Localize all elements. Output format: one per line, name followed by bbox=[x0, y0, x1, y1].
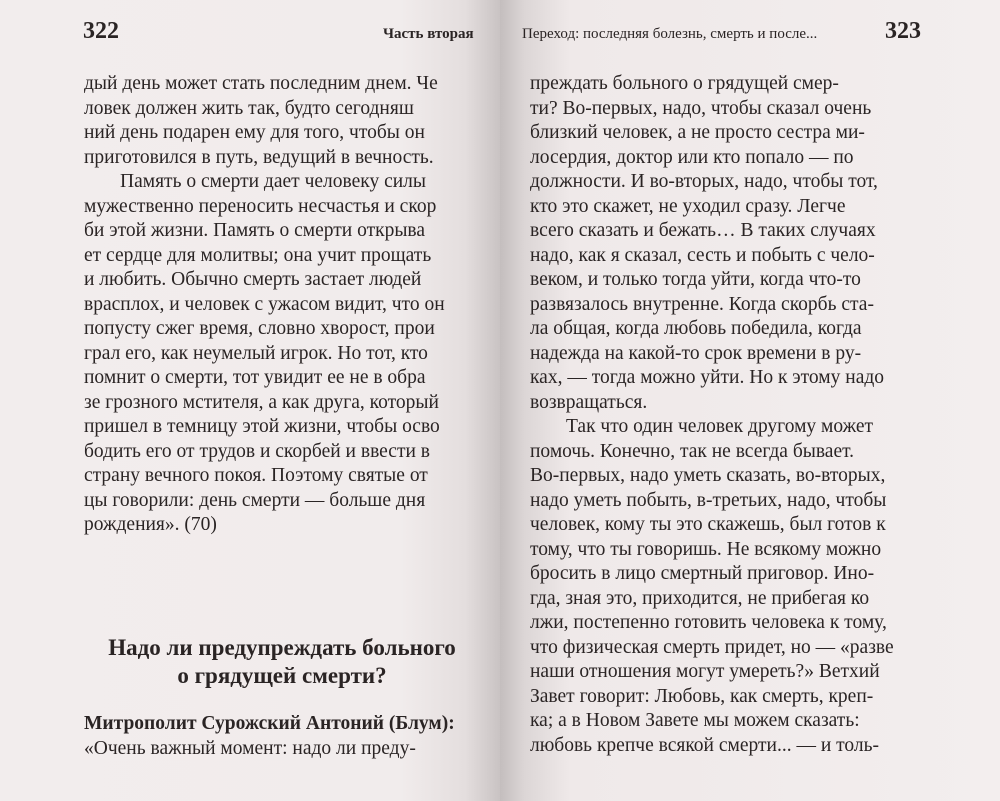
text-line: веком, и только тогда уйти, когда что-то bbox=[530, 269, 861, 290]
text-line: дый день может стать последним днем. Че bbox=[84, 73, 438, 94]
text-line: ти? Во-первых, надо, чтобы сказал очень bbox=[530, 97, 872, 119]
right-page bbox=[500, 0, 1000, 801]
text-line: Память о смерти дает человеку силы bbox=[120, 171, 427, 192]
text-line: тому, что ты говоришь. Не всякому можно bbox=[530, 538, 882, 560]
text-line: бодить его от трудов и скорбей и ввести в bbox=[84, 440, 430, 462]
text-line: ет сердце для молитвы; она учит прощать bbox=[84, 244, 432, 266]
page-number-right: 323 bbox=[885, 18, 921, 44]
heading-line: о грядущей смерти? bbox=[177, 663, 387, 688]
text-line: гда, зная это, приходится, не прибегая ко bbox=[530, 587, 870, 609]
text-line: помочь. Конечно, так не всегда бывает. bbox=[530, 440, 855, 462]
text-line: надо уметь побыть, в-третьих, надо, чтобы bbox=[530, 489, 887, 511]
text-line: ловек должен жить так, будто сегодняш bbox=[84, 97, 414, 119]
text-line: попусту сжег время, словно хворост, прои bbox=[84, 318, 435, 339]
text-line: и любить. Обычно смерть застает людей bbox=[84, 269, 422, 290]
text-line: близкий человек, а не просто сестра ми- bbox=[530, 122, 865, 143]
text-line: «Очень важный момент: надо ли преду- bbox=[84, 737, 416, 759]
text-line: цы говорили: день смерти — больше дня bbox=[84, 489, 426, 511]
text-line: ка; а в Новом Завете мы можем сказать: bbox=[530, 710, 860, 731]
text-line: грал его, как неумелый игрок. Но тот, кто bbox=[84, 342, 428, 364]
text-line: ла общая, когда любовь победила, когда bbox=[530, 318, 862, 339]
text-line: всего сказать и бежать… В таких случаях bbox=[530, 220, 876, 241]
text-line: Так что один человек другому может bbox=[566, 416, 874, 437]
left-quote-start bbox=[84, 712, 480, 761]
text-line: лосердия, доктор или кто попало — по bbox=[530, 146, 854, 168]
text-line: ках, — тогда можно уйти. Но к этому надо bbox=[530, 367, 885, 388]
author-line: Митрополит Сурожский Антоний (Блум): bbox=[84, 713, 455, 734]
text-line: любовь крепче всякой смерти... — и толь- bbox=[530, 734, 880, 756]
text-line: приготовился в путь, ведущий в вечность. bbox=[84, 146, 434, 168]
text-line: рождения». (70) bbox=[84, 514, 217, 535]
heading-line: Надо ли предупреждать больного bbox=[108, 635, 456, 660]
text-line: надо, как я сказал, сесть и побыть с чело- bbox=[530, 244, 875, 266]
text-line: зе грозного мстителя, а как друга, который bbox=[84, 391, 439, 413]
running-head-right: Переход: последняя болезнь, смерть и после... bbox=[522, 26, 818, 42]
text-line: бросить в лицо смертный приговор. Ино- bbox=[530, 563, 875, 584]
left-body-text bbox=[84, 72, 480, 538]
text-line: врасплох, и человек с ужасом видит, что он bbox=[84, 293, 445, 315]
text-line: Завет говорит: Любовь, как смерть, креп- bbox=[530, 685, 874, 707]
text-line: би этой жизни. Память о смерти открыва bbox=[84, 220, 426, 241]
section-heading bbox=[84, 634, 480, 690]
text-line: развязалось внутренне. Когда скорбь ста- bbox=[530, 293, 874, 315]
text-line: лжи, постепенно готовить человека к тому, bbox=[530, 612, 887, 633]
text-line: человек, кому ты это скажешь, был готов к bbox=[530, 514, 886, 535]
text-line: мужественно переносить несчастья и скор bbox=[84, 195, 437, 217]
text-line: преждать больного о грядущей смер- bbox=[530, 73, 839, 94]
text-line: возвращаться. bbox=[530, 391, 648, 413]
text-line: Во-первых, надо уметь сказать, во-вторых, bbox=[530, 465, 886, 486]
page-number-left: 322 bbox=[83, 18, 119, 44]
text-line: надежда на какой-то срок времени в ру- bbox=[530, 342, 862, 364]
text-line: пришел в темницу этой жизни, чтобы осво bbox=[84, 416, 440, 437]
text-line: ний день подарен ему для того, чтобы он bbox=[84, 122, 425, 143]
text-line: страну вечного покоя. Поэтому святые от bbox=[84, 465, 428, 486]
text-line: наши отношения могут умереть?» Ветхий bbox=[530, 661, 880, 682]
text-line: кто это скажет, не уходил сразу. Легче bbox=[530, 195, 846, 217]
text-line: помнит о смерти, тот увидит ее не в обра bbox=[84, 367, 426, 388]
text-line: что физическая смерть придет, но — «разве bbox=[530, 636, 894, 658]
text-line: должности. И во-вторых, надо, чтобы тот, bbox=[530, 171, 878, 192]
right-body-text bbox=[530, 72, 930, 758]
running-head-left: Часть вторая bbox=[383, 26, 474, 42]
